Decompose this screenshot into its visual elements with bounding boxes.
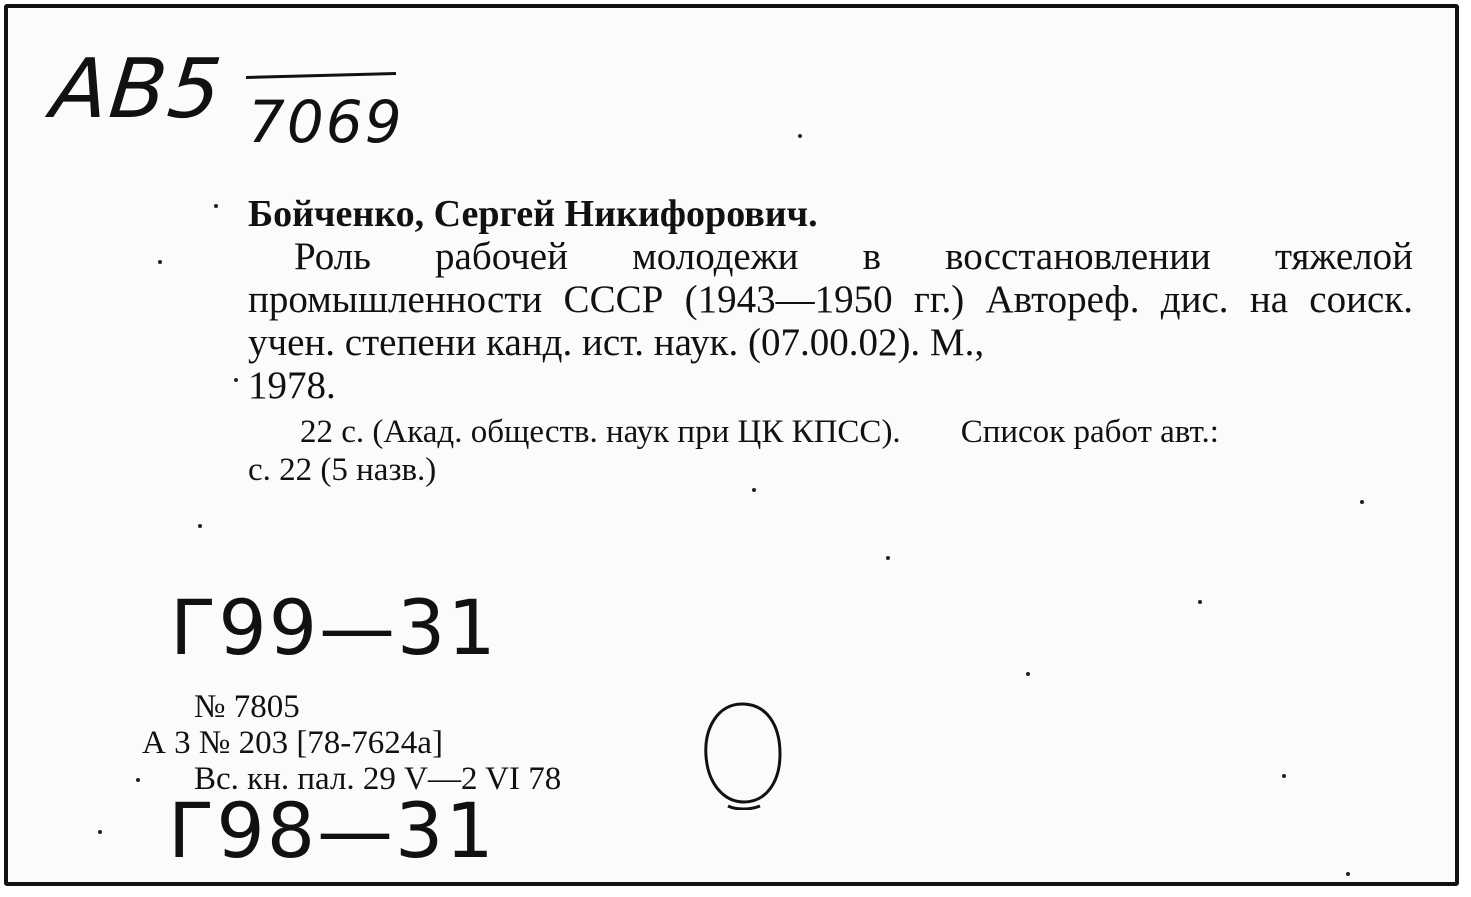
scan-speck — [752, 488, 756, 492]
publication-year: 1978. — [248, 364, 336, 407]
handwritten-index-lower: Г98—31 — [168, 786, 496, 875]
scan-speck — [234, 378, 238, 382]
scan-speck — [1346, 872, 1350, 876]
physical-description — [248, 413, 1413, 489]
author-heading: Бойченко, Сергей Никифорович. — [248, 193, 818, 235]
catalog-card — [4, 4, 1459, 886]
title-text: Роль рабочей молодежи в восстановлении тяжелой промышленности СССР (1943—1950 гг.) Автореф. дис. на соиск. учен. степени канд. ист. наук. (07.00.02). М., — [248, 235, 1413, 364]
scan-speck — [1282, 774, 1286, 778]
title-block — [248, 235, 1413, 407]
scan-speck — [136, 778, 140, 782]
pages-and-series: 22 с. (Акад. обществ. наук при ЦК КПСС). — [300, 414, 901, 450]
registration-date: Вс. кн. пал. 29 V—2 VI 78 — [194, 761, 562, 797]
registration-code: А 3 № 203 [78-7624а] — [142, 725, 443, 761]
shelf-mark-number: 7069 — [248, 88, 404, 156]
hand-drawn-circle-mark — [698, 698, 786, 810]
handwritten-index-upper: Г99—31 — [170, 583, 498, 672]
details-line — [248, 413, 1413, 451]
scan-speck — [1026, 672, 1030, 676]
shelf-mark-prefix: АВ5 — [47, 42, 228, 137]
scan-speck — [214, 204, 218, 208]
scan-speck — [1360, 500, 1364, 504]
scan-speck — [158, 260, 162, 264]
scan-speck — [1198, 600, 1202, 604]
scan-speck — [98, 830, 102, 834]
works-pages: с. 22 (5 назв.) — [248, 452, 437, 488]
works-list-label: Список работ авт.: — [960, 414, 1219, 450]
registration-number: № 7805 — [194, 689, 300, 725]
scan-speck — [886, 556, 890, 560]
shelf-mark-divider — [246, 72, 396, 79]
scan-speck — [798, 134, 802, 138]
scan-speck — [198, 524, 202, 528]
